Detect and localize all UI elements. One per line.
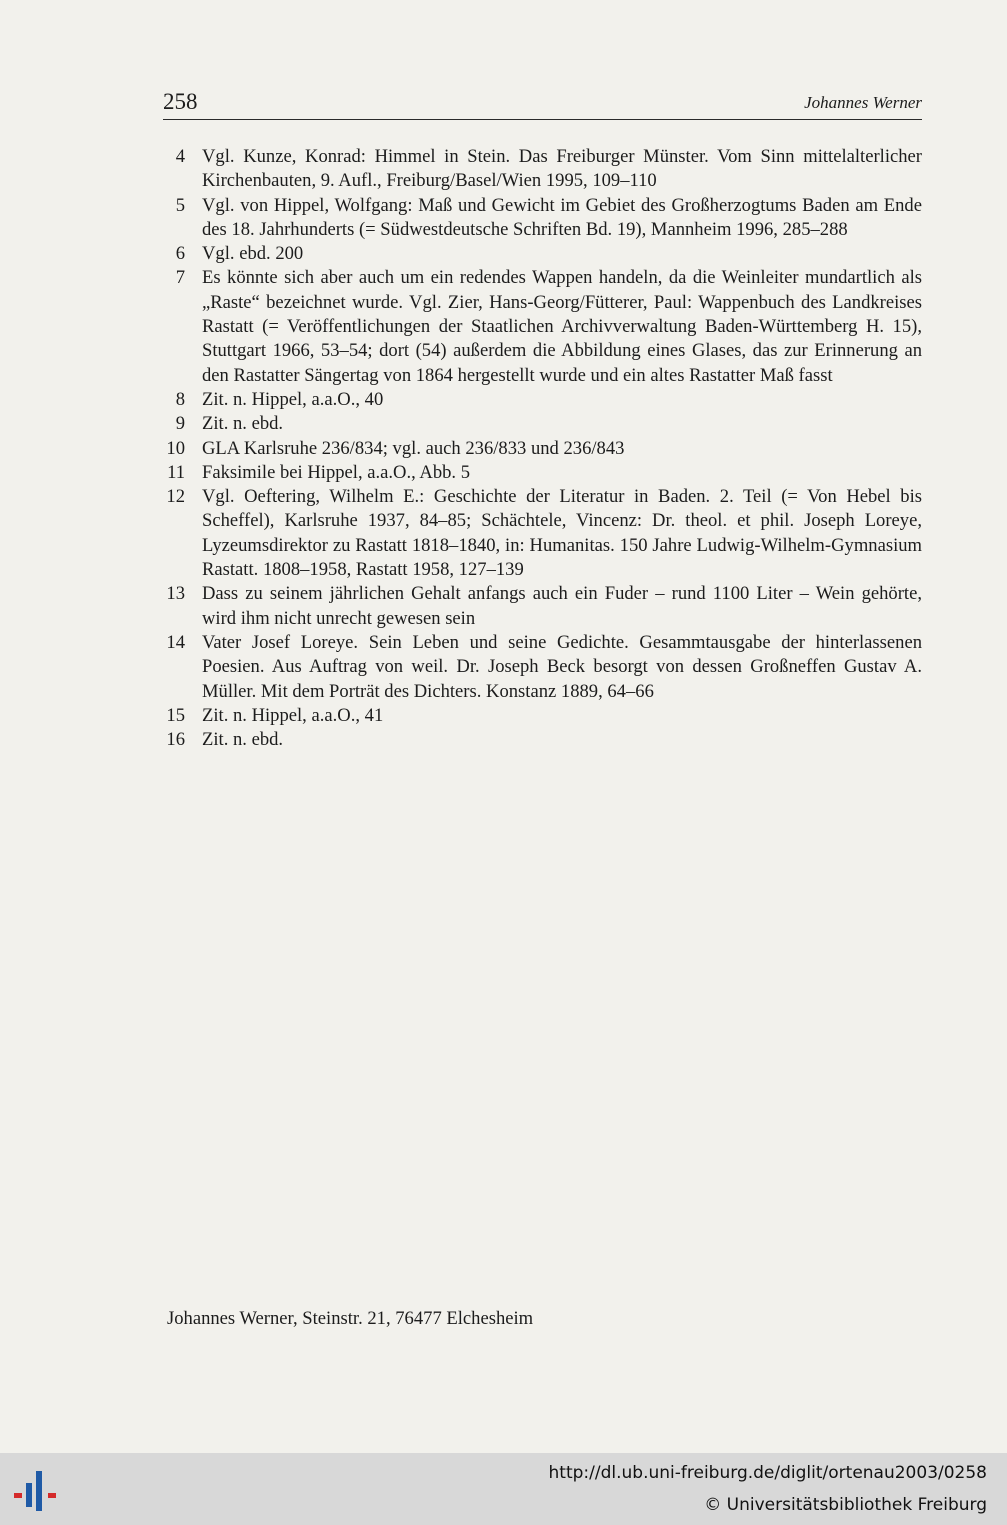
logo-bar-center — [36, 1471, 42, 1511]
endnote-text: Vgl. Oeftering, Wilhelm E.: Geschichte der Literatur in Baden. 2. Teil (= Von Hebel bis Scheffel), Karlsruhe 1937, 84–85; Schächtele, Vincenz: Dr. theol. et phil. Joseph Loreye, Lyzeumsdirektor zu Rastatt 1818–1840, in: Humanitas. 150 Jahre Ludwig-Wilhelm-Gymnasium Rastatt. 1808–1958, Rastatt 1958, 127–139 — [202, 486, 922, 581]
endnote-text: GLA Karlsruhe 236/834; vgl. auch 236/833 und 236/843 — [202, 437, 625, 459]
endnote-text: Zit. n. ebd. — [202, 413, 284, 435]
endnote-text: Vgl. von Hippel, Wolfgang: Maß und Gewicht im Gebiet des Großherzogtums Baden am Ende des 18. Jahrhunderts (= Südwestdeutsche Schriften Bd. 19), Mannheim 1996, 285–288 — [202, 194, 922, 240]
endnote — [163, 145, 922, 194]
copyright-notice: © Universitätsbibliothek Freiburg — [704, 1495, 987, 1515]
logo-dash-right — [48, 1493, 56, 1498]
endnote — [163, 194, 922, 243]
running-head: Johannes Werner — [804, 93, 922, 112]
footer-bar — [0, 1453, 1007, 1525]
endnote-text: Zit. n. Hippel, a.a.O., 41 — [202, 704, 384, 726]
endnote-number: 12 — [166, 486, 185, 508]
endnote-text: Vater Josef Loreye. Sein Leben und seine Gedichte. Gesammtausgabe der hinterlassenen Poesien. Aus Auftrag von weil. Dr. Joseph Beck besorgt von dessen Großneffen Gustav A. Müller. Mit dem Porträt des Dichters. Konstanz 1889, 64–66 — [202, 631, 922, 702]
endnote-number: 8 — [175, 388, 185, 410]
ub-freiburg-logo-icon — [12, 1465, 64, 1517]
logo-bar-left — [26, 1483, 32, 1507]
endnote — [163, 485, 922, 582]
endnote — [163, 266, 922, 387]
endnote-text: Zit. n. ebd. — [202, 729, 284, 751]
endnote-text: Zit. n. Hippel, a.a.O., 40 — [202, 388, 384, 410]
endnote — [163, 412, 922, 436]
endnote-number: 6 — [175, 243, 185, 265]
endnote-number: 16 — [166, 729, 185, 751]
endnote-number: 7 — [175, 267, 185, 289]
endnote-number: 13 — [166, 583, 185, 605]
author-address: Johannes Werner, Steinstr. 21, 76477 Elchesheim — [167, 1308, 534, 1329]
permalink-url[interactable]: http://dl.ub.uni-freiburg.de/diglit/ortenau2003/0258 — [548, 1463, 987, 1483]
endnote — [163, 461, 922, 485]
endnote-number: 9 — [175, 413, 185, 435]
endnote — [163, 631, 922, 704]
page-number: 258 — [163, 89, 198, 114]
endnote-text: Vgl. ebd. 200 — [202, 243, 304, 265]
endnote-number: 4 — [175, 146, 185, 167]
endnote — [163, 242, 922, 266]
endnote-number: 15 — [166, 704, 185, 726]
endnote — [163, 582, 922, 631]
logo-dash-left — [14, 1493, 22, 1498]
endnote-text: Faksimile bei Hippel, a.a.O., Abb. 5 — [202, 461, 471, 483]
endnotes-list — [163, 145, 922, 752]
endnote — [163, 728, 922, 752]
endnote-text: Dass zu seinem jährlichen Gehalt anfangs auch ein Fuder – rund 1100 Liter – Wein gehörte, wird ihm nicht unrecht gewesen sein — [202, 583, 922, 629]
endnote — [163, 704, 922, 728]
endnote — [163, 437, 922, 461]
endnote-text: Vgl. Kunze, Konrad: Himmel in Stein. Das Freiburger Münster. Vom Sinn mittelalterlicher Kirchenbauten, 9. Aufl., Freiburg/Basel/Wien 1995, 109–110 — [202, 146, 922, 192]
endnote-number: 11 — [167, 461, 185, 483]
endnote-number: 14 — [166, 631, 185, 653]
endnote — [163, 388, 922, 412]
endnote-number: 10 — [166, 437, 185, 459]
endnote-number: 5 — [175, 194, 185, 216]
page-header — [163, 86, 922, 120]
endnote-text: Es könnte sich aber auch um ein redendes Wappen handeln, da die Weinleiter mundartlich als „Raste“ bezeichnet wurde. Vgl. Zier, Hans-Georg/Fütterer, Paul: Wappenbuch des Landkreises Rastatt (= Veröffentlichungen der Staatlichen Archivverwaltung Baden-Württemberg H. 15), Stuttgart 1966, 53–54; dort (54) außerdem die Abbildung eines Glases, das zur Erinnerung an den Rastatter Sängertag von 1864 hergestellt wurde und ein altes Rastatter Maß fasst — [202, 267, 922, 386]
